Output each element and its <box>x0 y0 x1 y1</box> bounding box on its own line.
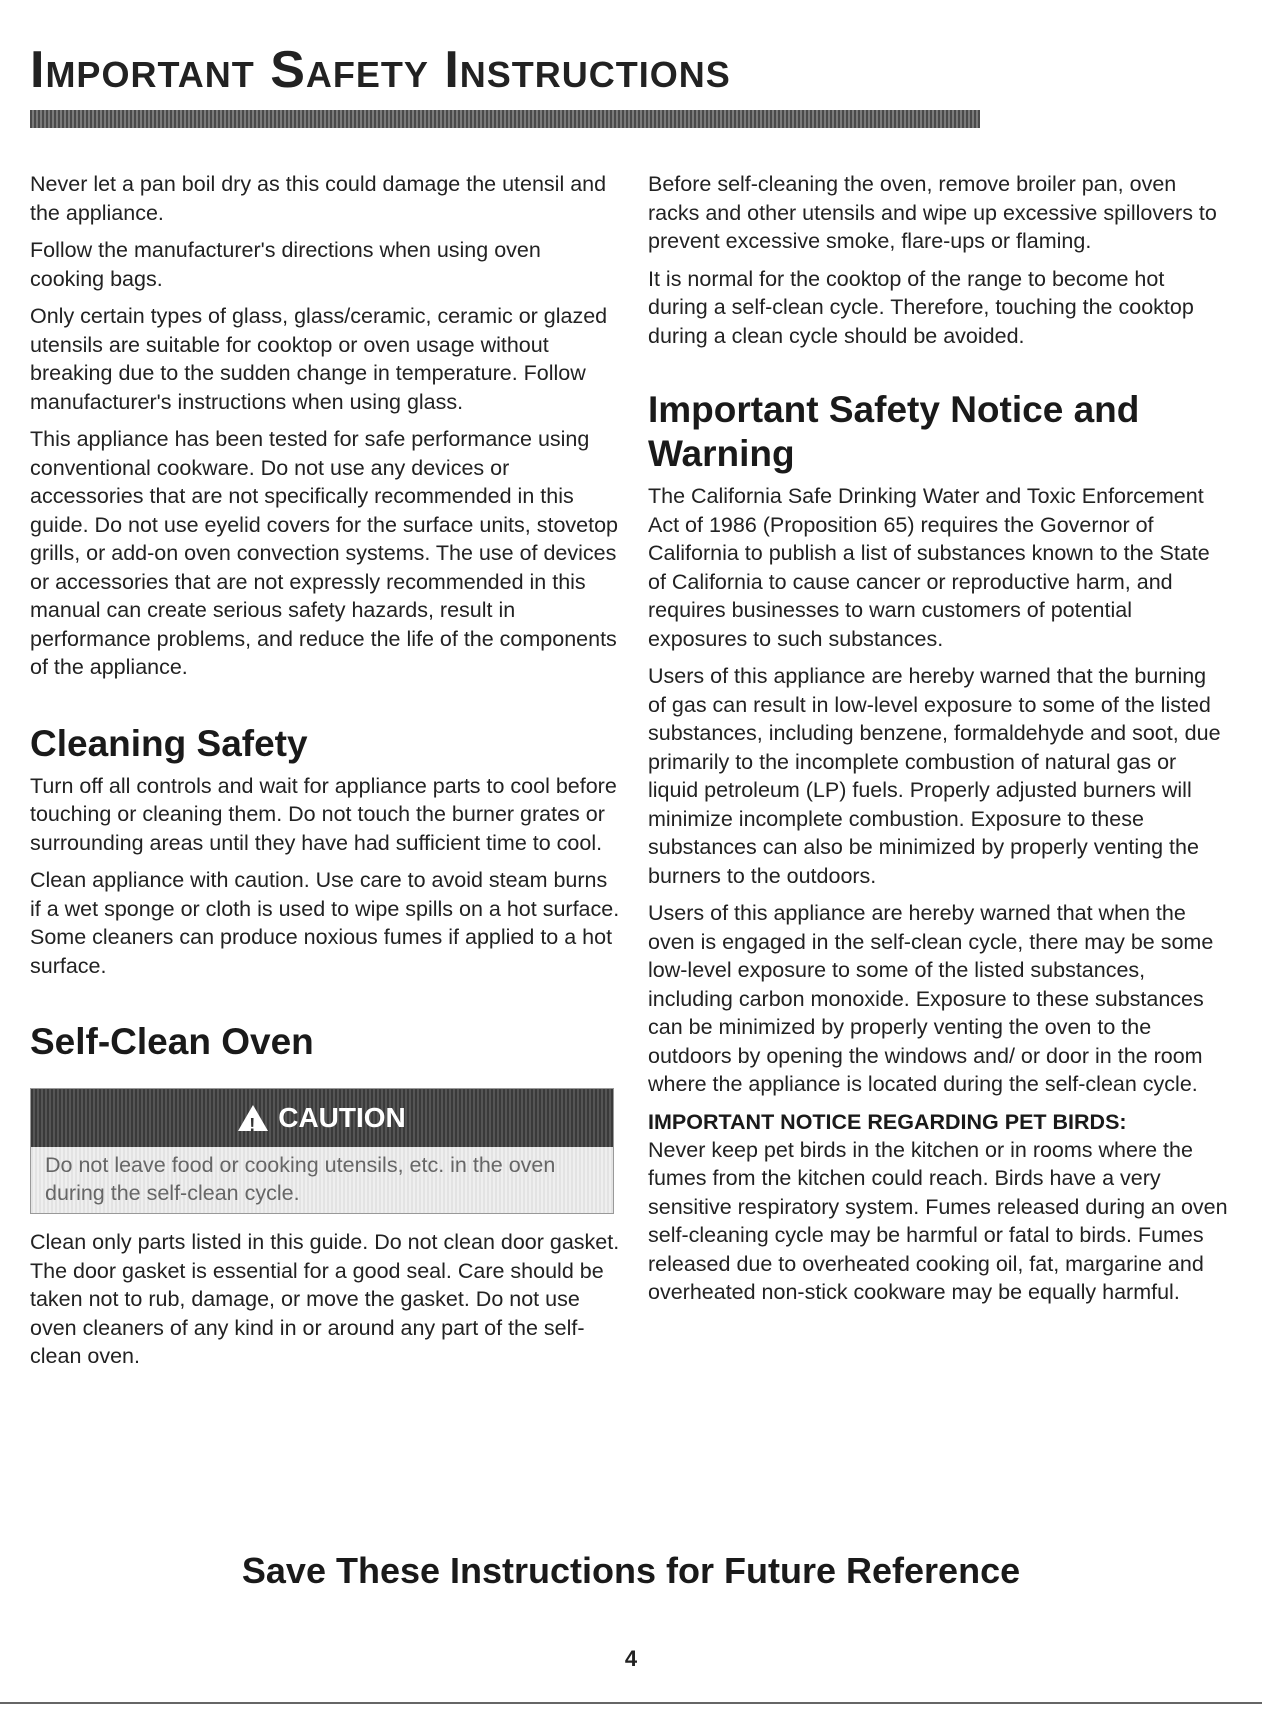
paragraph: The California Safe Drinking Water and Toxic Enforcement Act of 1986 (Proposition 65) requires the Governor of California to publish a list of substances known to the State of California to cause cancer or reproductive harm, and requires businesses to warn customers of potential exposures to such substances. <box>648 484 1210 651</box>
left-column <box>30 170 620 1380</box>
caution-box <box>30 1088 614 1214</box>
caution-text: Do not leave food or cooking utensils, etc. in the oven during the self-clean cycle. <box>31 1147 613 1213</box>
page-number: 4 <box>624 1646 638 1671</box>
paragraph: Users of this appliance are hereby warned that when the oven is engaged in the self-clean cycle, there may be some low-level exposure to some of the listed substances, including carbon monoxide. Exposure to these substances can be minimized by properly venting the oven to the outdoors by opening the windows and/ or door in the room where the appliance is located during the self-clean cycle. <box>648 901 1214 1096</box>
paragraph: Never let a pan boil dry as this could damage the utensil and the appliance. <box>30 172 607 225</box>
safety-notice-heading: Important Safety Notice and Warning <box>648 389 1140 474</box>
paragraph: Never keep pet birds in the kitchen or in rooms where the fumes from the kitchen could reach. Birds have a very sensitive respiratory system. Fumes released during an oven self-cleaning cycle may be harmful or fatal to birds. Fumes released due to overheated cooking oil, fat, margarine and overheated non-stick cookware may be equally harmful. <box>648 1137 1228 1304</box>
caution-bar <box>31 1089 613 1147</box>
paragraph: Follow the manufacturer's directions when using oven cooking bags. <box>30 238 541 291</box>
title-rule <box>30 110 980 128</box>
paragraph: This appliance has been tested for safe performance using conventional cookware. Do not use any devices or accessories that are not specifically recommended in this guide. Do not use eyelid covers for the surface units, stovetop grills, or add-on oven convection systems. The use of devices or accessories that are not expressly recommended in this manual can create serious safety hazards, result in performance problems, and reduce the life of the components of the appliance. <box>30 427 618 679</box>
self-clean-oven-heading: Self-Clean Oven <box>30 1021 314 1062</box>
caution-label: CAUTION <box>278 1101 406 1133</box>
paragraph: Users of this appliance are hereby warned that the burning of gas can result in low-level exposure to some of the listed substances, including benzene, formaldehyde and soot, due primarily to the incomplete combustion of natural gas or liquid petroleum (LP) fuels. Properly adjusted burners will minimize incomplete combustion. Exposure to these substances can also be minimized by properly venting the burners to the outdoors. <box>648 664 1221 888</box>
page-title: Important Safety Instructions <box>30 41 731 99</box>
paragraph: Clean only parts listed in this guide. Do not clean door gasket. The door gasket is essential for a good seal. Care should be taken not to rub, damage, or move the gasket. Do not use oven cleaners of any kind in or around any part of the self-clean oven. <box>30 1230 620 1368</box>
paragraph: Only certain types of glass, glass/ceramic, ceramic or glazed utensils are suitable for cooktop or oven usage without breaking due to the sudden change in temperature. Follow manufacturer's instructions when using glass. <box>30 304 608 414</box>
paragraph: It is normal for the cooktop of the range to become hot during a self-clean cycle. Therefore, touching the cooktop during a clean cycle should be avoided. <box>648 266 1194 348</box>
paragraph: Before self-cleaning the oven, remove broiler pan, oven racks and other utensils and wipe up excessive spillovers to prevent excessive smoke, flare-ups or flaming. <box>648 172 1217 253</box>
paragraph: Clean appliance with caution. Use care to avoid steam burns if a wet sponge or cloth is used to wipe spills on a hot surface. Some cleaners can produce noxious fumes if applied to a hot surface. <box>30 868 620 978</box>
right-column <box>648 170 1228 1316</box>
cleaning-safety-heading: Cleaning Safety <box>30 722 308 764</box>
pet-birds-heading: IMPORTANT NOTICE REGARDING PET BIRDS: <box>648 1109 1127 1134</box>
paragraph: Turn off all controls and wait for appliance parts to cool before touching or cleaning them. Do not touch the burner grates or surrounding areas until they have had sufficient time to cool. <box>30 773 617 855</box>
warning-icon <box>238 1105 268 1131</box>
footer-title: Save These Instructions for Future Reference <box>241 1550 1021 1591</box>
bottom-rule <box>0 1702 1262 1704</box>
